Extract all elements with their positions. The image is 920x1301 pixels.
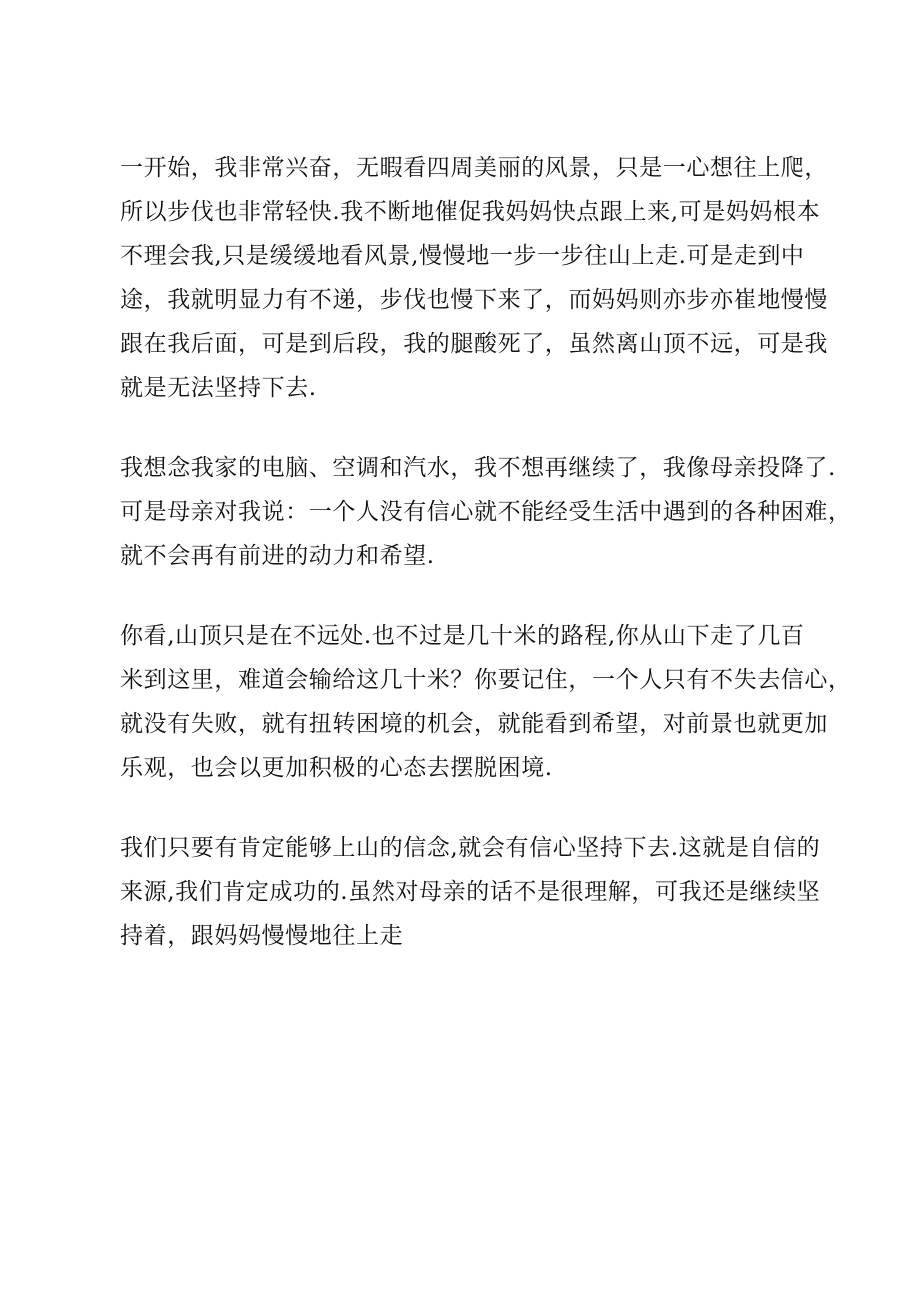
text-line: 途，我就明显力有不递，步伐也慢下来了，而妈妈则亦步亦崔地慢慢	[120, 287, 828, 313]
document-body	[120, 146, 852, 958]
text-line: 就是无法坚持下去.	[120, 375, 317, 401]
paragraph-4	[120, 826, 832, 958]
text-line: 就没有失败，就有扭转困境的机会，就能看到希望，对前景也就更加	[120, 711, 828, 737]
paragraph-3	[120, 614, 852, 790]
text-line: 所以步伐也非常轻快.我不断地催促我妈妈快点跟上来,可是妈妈根本	[120, 199, 821, 225]
text-line: 一开始，我非常兴奋，无暇看四周美丽的风景，只是一心想往上爬，	[120, 155, 828, 181]
paragraph-2	[120, 446, 852, 578]
text-line: 你看,山顶只是在不远处.也不过是几十米的路程,你从山下走了几百	[120, 623, 805, 649]
text-line: 就不会再有前进的动力和希望.	[120, 543, 435, 569]
text-line: 我们只要有肯定能够上山的信念,就会有信心坚持下去.这就是自信的	[120, 835, 821, 861]
text-line: 不理会我,只是缓缓地看风景,慢慢地一步一步往山上走.可是走到中	[120, 243, 805, 269]
text-line: 持着，跟妈妈慢慢地往上走	[120, 923, 404, 949]
text-line: 我想念我家的电脑、空调和汽水，我不想再继续了，我像母亲投降了.	[120, 455, 836, 481]
text-line: 米到这里，难道会输给这几十米？你要记住，一个人只有不失去信心，	[120, 667, 852, 693]
text-line: 跟在我后面，可是到后段，我的腿酸死了，虽然离山顶不远，可是我	[120, 331, 828, 357]
text-line: 来源,我们肯定成功的.虽然对母亲的话不是很理解，可我还是继续坚	[120, 879, 821, 905]
paragraph-1	[120, 146, 832, 410]
text-line: 乐观，也会以更加积极的心态去摆脱困境.	[120, 755, 553, 781]
text-line: 可是母亲对我说：一个人没有信心就不能经受生活中遇到的各种困难，	[120, 499, 852, 525]
